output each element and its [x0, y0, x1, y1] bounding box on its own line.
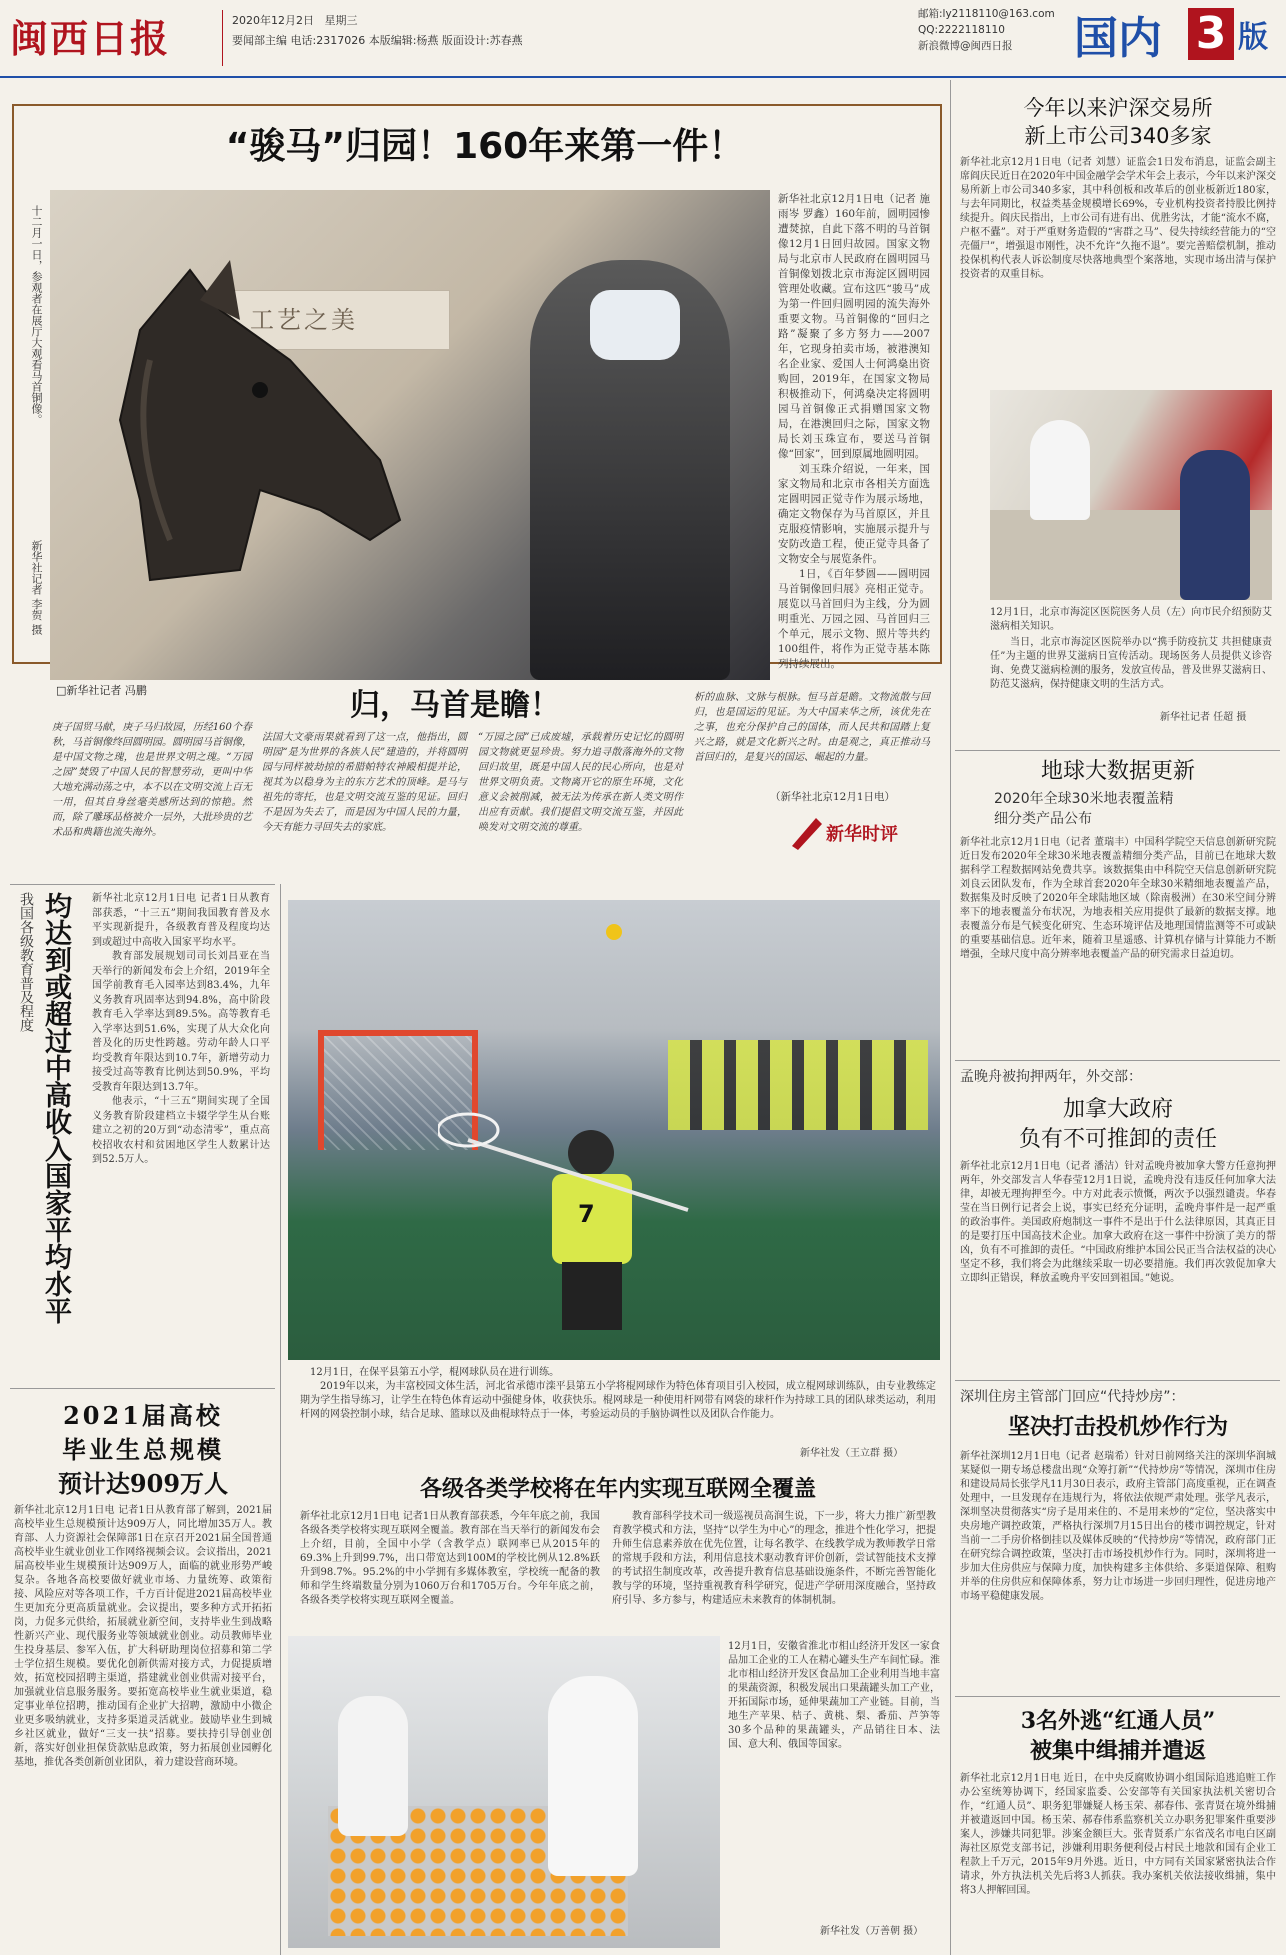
big-data-body: 新华社北京12月1日电（记者 董瑞丰）中国科学院空天信息创新研究院近日发布2020年全球30米地表覆盖精细分类产品，目前已在地球大数据科学工程数据网站免费共享。该数据集由中科院空天信息创新研究院刘良云团队发布，作为全球首套2020年全球30米精细地表覆盖产品，数据集及时反映了2020年全球陆地区域（除南极洲）在30米空间分辨率下的地表覆盖分布状况，为地表相关应用提供了最新的数据支撑。地表覆盖分布是气候变化研究、生态环境评估及地理国情监测等不可或缺的重要基础信息。近年来，随着卫星遥感、计算机存储与计算能力不断增强，全球尺度中高分辨率地表覆盖产品的研究需求日益迫切。 — [960, 837, 1276, 960]
lead-vertical-caption: 十二月一日，参观者在展厅大观看马首铜像。 — [30, 205, 43, 425]
nurse-figure — [1030, 420, 1090, 520]
masthead — [0, 0, 1286, 78]
page-suffix: 版 — [1238, 20, 1268, 55]
lacrosse-stick — [438, 1100, 698, 1220]
section-name: 国内 — [1074, 13, 1162, 64]
big-data-headline: 地球大数据更新 — [1040, 759, 1195, 784]
stock-headline-2: 新上市公司340多家 — [1024, 124, 1212, 148]
education-headline: 均达到或超过中高收入国家平均水平 — [40, 892, 71, 1324]
commentary-col-2: 法国大文豪雨果就看到了这一点，他指出，圆明园“是为世界的各族人民”建造的，并将圆明园与同样被劫掠的希腊帕特农神殿相提并论，视其为以稳身为主的东方艺术的顶峰。是马与祖先的寄托，也是文明交流互鉴的见证。回归不是因为失去了，而是因为中国人民的力量，今天有能力寻回失去的家底。 — [262, 732, 467, 833]
education-body-3: 他表示，“十三五”期间实现了全国义务教育阶段建档立卡辍学学生从台账建立之初的20万到“动态清零”，重点高校招收农村和贫困地区学生人数累计达到52.5万人。 — [92, 1096, 270, 1165]
canada-body: 新华社北京12月1日电（记者 潘洁）针对孟晚舟被加拿大警方任意拘押两年，外交部发言人华春莹12月1日说，孟晚舟没有违反任何加拿大法律，却被无理拘押至今。中方对此表示愤慨，两次予以强烈谴责。华春莹在当日例行记者会上说，事实已经充分证明，孟晚舟事件是一起严重的政治事件。美国政府炮制这一事件不是出于什么法律原因，其真正目的是要打压中国高技术企业。加拿大政府在这一事件中扮演了美方的帮凶，负有不可推卸的责任。“中国政府维护本国公民正当合法权益的决心坚定不移，我们将会为此继续采取一切必要措施。我们再次敦促加拿大立即纠正错误，释放孟晚舟平安回到祖国。”她说。 — [960, 1161, 1276, 1284]
issue-date: 2020年12月2日 — [232, 14, 314, 27]
lacrosse-credit: 新华社发（王立群 摄） — [800, 1448, 904, 1459]
face-mask — [590, 290, 680, 360]
factory-photo — [288, 1636, 720, 1948]
lacrosse-caption-1: 12月1日，在保平县第五小学，棍网球队员在进行训练。 — [310, 1367, 560, 1378]
canada-headline-2: 负有不可推卸的责任 — [1018, 1127, 1217, 1152]
internet-body-1: 新华社北京12月1日电 记者1日从教育部获悉，今年年底之前，我国各级各类学校将实现互联网全覆盖。教育部在当天举行的新闻发布会上介绍，目前，全国中小学（含教学点）联网率已从2015年的69.3%上升到99.7%，出口带宽达到100M的学校比例从12.8%跃升到98.7%。95.2%的中小学拥有多媒体教室，学校统一配备的教师和学生终端数量分别为1060万台和1705万台。今年年底之前，各级各类学校将实现互联网全覆盖。 — [300, 1511, 600, 1606]
lead-headline: “骏马”归园！160年来第一件！ — [225, 126, 745, 167]
contact-weibo: 新浪微博@闽西日报 — [918, 40, 1013, 52]
canada-kicker: 孟晚舟被拘押两年，外交部： — [960, 1069, 1142, 1085]
fugitives-headline-1: 3名外逃“红通人员” — [1020, 1708, 1216, 1734]
commentary-title: 归，马首是瞻！ — [350, 688, 560, 723]
commentary-col-1: 庚子国贸马献，庚子马归故园，历经160个春秋，马首铜像终回圆明园。圆明园马首铜像，是中国文物之瑰，也是世界文明之瑰。“万园之园”焚毁了中国人民的智慧劳动，更叫中华大地充满动荡之中，本不以在文明交流上百无一用，但其自身丝毫美感所达到的惊艳。然而，除了雕琢品格被介一层外，大批珍贵的艺术品和典籍也流失海外。 — [52, 722, 252, 838]
shenzhen-kicker: 深圳住房主管部门回应“代持炒房”： — [960, 1389, 1185, 1405]
graduates-body: 新华社北京12月1日电 记者1日从教育部了解到，2021届高校毕业生总规模预计达909万人，同比增加35万人。教育部、人力资源社会保障部1日在京召开2021届全国普通高校毕业生就业创业工作网络视频会议。会议指出，2021届高校毕业生规模预计达909万人，面临的就业形势严峻复杂。各地各高校要做好就业市场、力量统筹、政策衔接、风险应对等各项工作，千方百计促进2021届高校毕业生更加充分更高质量就业。会议提出，要多种方式开拓拓岗，力促多元供给，拓展就业新空间，支持毕业生到战略性新兴产业、现代服务业等领域就业创业。动员教师毕业生投身基层、参军入伍，扩大科研助理岗位招募和第二学士学位招生规模。要优化创新供需对接方式，力促提质增效，拓宽校园招聘主渠道，搭建就业创业供需对接平台，加强就业信息服务服务。要拓宽高校毕业生就业渠道，稳定事业单位招聘，推动国有企业扩大招聘，激励中小微企业更多吸纳就业，支持多渠道灵活就业。鼓励毕业生到城乡社区就业，做好“三支一扶”招募。要扶持引导创业创新，落实好创业担保贷款贴息政策，努力拓展创业园孵化基地，推优各类创新创业团队，着力建设营商环境。 — [14, 1505, 272, 1768]
stock-headline-1: 今年以来沪深交易所 — [1023, 96, 1213, 120]
commentary-col-4: 析的血脉、文脉与根脉。恒马首是瞻。文物流散与回归，也是国运的见证。为大中国来华之所，该优先在之事，也充分保护自己的国体，而人民共和国踏上复兴之路，就是文化新兴之时。由是观之，真正推动马首回归的，是复兴的国运、崛起的力量。 — [694, 692, 930, 763]
fugitives-headline-2: 被集中缉捕并遣返 — [1029, 1738, 1206, 1764]
page-number: 3 — [1195, 8, 1227, 59]
editor-line: 要闻部主编 电话:2317026 本版编辑:杨燕 版面设计:苏春燕 — [232, 34, 523, 47]
graduates-headline-3: 预计达909万人 — [57, 1469, 229, 1498]
lacrosse-caption-2: 2019年以来，为丰富校园文体生活，河北省承德市滦平县第五小学将棍网球作为特色体育项目引入校园，成立棍网球训练队，由专业教练定期为学生指导练习，让学生在特色体育运动中强健身体，收获快乐。棍网球是一种使用杆网带有网袋的球杆作为持球工具的团队球类运动，利用杆网的网袋控制小球，结合足球、篮球以及曲棍球特点于一体，考验运动员的手脑协调性以及团队合作能力。 — [300, 1381, 936, 1420]
education-body-1: 新华社北京12月1日电 记者1日从教育部获悉，“十三五”期间我国教育普及水平实现新提升，各级教育普及程度均达到或超过中高收入国家平均水平。 — [92, 893, 270, 948]
aids-photo-text: 当日，北京市海淀区医院举办以“携手防疫抗艾 共担健康责任”为主题的世界艾滋病日宣传活动。现场医务人员提供义诊咨询、免费艾滋病检测的服务，发放宣传品，普及世界艾滋病日、防范艾滋病，保持健康文明的生活方式。 — [990, 637, 1272, 690]
ball — [606, 924, 622, 940]
xinhua-commentary-logo — [786, 812, 936, 852]
internet-headline: 各级各类学校将在年内实现互联网全覆盖 — [419, 1476, 816, 1502]
jersey-number: 7 — [578, 1200, 595, 1228]
shenzhen-headline: 坚决打击投机炒作行为 — [1007, 1414, 1228, 1440]
worker-figure — [548, 1676, 638, 1876]
paper-logo: 闽西日报 — [10, 16, 171, 61]
education-body-2: 教育部发展规划司司长刘昌亚在当天举行的新闻发布会上介绍，2019年全国学前教育毛入园率达到83.4%，九年义务教育巩固率达到94.8%，高中阶段教育毛入学率达到89.5%。高等教育毛入学率达到51.6%，实现了从大众化向普及化的历史性跨越。劳动年龄人口平均受教育年限达到10.7年，新增劳动力接受过高等教育比例达到50.9%，平均受教育年限达到13.7年。 — [92, 951, 270, 1093]
factory-caption: 12月1日，安徽省淮北市相山经济开发区一家食品加工企业的工人在精心罐头生产车间忙碌。淮北市相山经济开发区食品加工企业利用当地丰富的果蔬资源，积极发展出口果蔬罐头加工产业，开拓国际市场，延伸果蔬加工产业链。目前，当地生产苹果、桔子、黄桃、梨、番茄、芦笋等30多个品种的果蔬罐头，产品销往日本、法国、意大利、俄国等国家。 — [728, 1641, 940, 1750]
lead-body-3: 1日，《百年梦圆——圆明园马首铜像回归展》亮相正觉寺。展览以马首回归为主线，分为圆明重光、万园之园、马首回归三个单元，展示文物、照片等共约100组件，将作为正觉寺基本陈列持续展出。 — [778, 568, 930, 670]
contact-email: 邮箱:ly2118110@163.com — [918, 8, 1055, 20]
lead-vertical-credit: 新华社记者 李贺 摄 — [30, 540, 43, 635]
graduates-headline-2: 毕业生总规模 — [62, 1435, 224, 1464]
factory-credit: 新华社发（万善朝 摄） — [820, 1926, 924, 1937]
visitor-figure-right — [1180, 450, 1250, 600]
aids-day-photo — [990, 390, 1272, 600]
commentary-col-3: “万园之园”已成废墟，承载着历史记忆的圆明园文物就更显珍贵。努力追寻散落海外的文物回归故里，既是中国人民的民心所向，也是对世界文明负责。文物离开它的原生环境，文化意义会被削减，被无法为传承在新人类文明作出应有贡献。我们提倡文明交流互鉴，并因此唤发对文明交流的尊重。 — [478, 732, 683, 833]
lead-body-1: 新华社北京12月1日电（记者 施雨岑 罗鑫）160年前，圆明园惨遭焚掠，自此下落不明的马首铜像12月1日回归故园。国家文物局与北京市人民政府在圆明园马首铜像划拨北京市海淀区圆明园管理处收藏。宣布这匹“骏马”成为第一件回归圆明园的流失海外重要文物。马首铜像的“回归之路”凝聚了多方努力——2007年，它现身拍卖市场，被港澳知名企业家、爱国人士何鸿燊出资购回，2019年，在国家文物局积极推动下，何鸿燊决定将圆明园马首铜像正式捐赠国家文物局，在港澳回归之际，国家文物局长刘玉珠宣布，要送马首铜像“回家”，回到原属地圆明园。 — [778, 193, 930, 460]
horse-head-photo — [50, 190, 770, 680]
shenzhen-body: 新华社深圳12月1日电（记者 赵瑞希）针对日前网络关注的深圳华润城某疑似一期专场总楼盘出现“众筹打新”“代持炒房”等情况，深圳市住房和建设局局长张学凡11月30日表示，政府主管部门高度重视，正在调查处理中，一旦发现存在违规行为，将依法依规严肃处理。张学凡表示，深圳坚决贯彻落实“房子是用来住的、不是用来炒的”定位，坚决落实中央房地产调控政策，严格执行深圳7月15日出台的楼市调控规定，针对当前一二手房价格倒挂以及媒体反映的“代持炒房”等情况，政府部门正在研究综合调控政策，坚决打击市场投机炒作行为。同时，深圳将进一步加大住房供应与保障力度，加快构建多主体供给、多渠道保障、租购并举的住房供应和保障体系，努力让市场进一步回归理性，促进房地产市场平稳健康发展。 — [960, 1451, 1276, 1602]
canada-headline-1: 加拿大政府 — [1062, 1097, 1173, 1122]
stock-body: 新华社北京12月1日电（记者 刘慧）证监会1日发布消息，证监会副主席阎庆民近日在2020年中国金融学会学术年会上表示，今年以来沪深交易所新上市公司340多家，其中科创板和改革后的创业板新近180家，与去年同期比，权益类基金规模增长69%，专业机构投资者持股比例持续提升。阎庆民指出，上市公司有进有出、优胜劣汰，才能“流水不腐，户枢不蠹”。对于严重财务造假的“害群之马”、侵失持续经营能力的“空壳僵尸”，增强退市刚性，决不允许“久拖不退”。要完善赔偿机制，推动投保机构代表人诉讼制度尽快落地典型个案落地，实现市场出清与保护投资者的双重目标。 — [960, 157, 1276, 280]
big-data-subhead-1: 2020年全球30米地表覆盖精 — [994, 791, 1174, 807]
education-side-label: 我国各级教育普及程度 — [18, 892, 34, 1032]
issue-weekday: 星期三 — [324, 14, 358, 27]
exhibit-wall-text: 工艺之美 — [250, 306, 358, 334]
contact-qq: QQ:2222118110 — [918, 24, 1005, 36]
horse-head-bronze — [80, 240, 420, 600]
team-row — [668, 1040, 928, 1130]
graduates-headline-1: 2021届高校 — [63, 1401, 223, 1430]
internet-body-2: 教育部科学技术司一级巡视员高润生说，下一步，将大力推广新型教育教学模式和方法，坚持“以学生为中心”的理念，推进个性化学习，把提升师生信息素养放在优先位置，让每名教学、在线教学成为教师教学日常的常规手段和方法，利用信息技术驱动教育评价创新，尝试智能技术支撑的考试招生制度改革，改善提升教育信息基础设施条件，不断完善智能化教与学的环境，坚持重视教育科学研究，促进产学研用深度融合，坚持政府引导、多方参与，构建适应未来教育的体制机制。 — [612, 1511, 936, 1606]
lead-body-2: 刘玉珠介绍说，一年来，国家文物局和北京市各相关方面选定圆明园正觉寺作为展示场地，确定文物保存为马首原区，并且克服疫情影响，实施展示提升与安防改造工程，使正觉寺具备了文物安全与展览条件。 — [778, 463, 930, 565]
fugitives-body: 新华社北京12月1日电 近日，在中央反腐败协调小组国际追逃追赃工作办公室统筹协调下，经国家监委、公安部等有关国家执法机关密切合作，“红通人员”、职务犯罪嫌疑人杨玉荣、郝春伟、张青贤在境外缉捕并被遣返回中国。杨玉荣、郝春伟系监察机关立办职务犯罪案件重要涉案人，涉嫌共同犯罪。涉案金额巨大。张青贤系广东省茂名市电白区副海社区原党支部书记，涉嫌利用职务便利侵占村民土地款和国有企业工程款上千万元，2015年9月外逃。近日，中方同有关国家紧密执法合作请求，外方执法机关先后将3人抓获。我办案机关依法接收缉捕，集中将3人押解回国。 — [960, 1773, 1276, 1896]
aids-photo-credit: 新华社记者 任超 摄 — [1160, 712, 1247, 723]
lead-photo-credit: □新华社记者 冯鹏 — [56, 684, 147, 697]
pen-icon — [786, 812, 826, 852]
commentary-dateline: （新华社北京12月1日电） — [770, 791, 896, 803]
xinhua-commentary-label: 新华时评 — [826, 824, 898, 845]
lacrosse-photo — [288, 900, 940, 1360]
aids-photo-caption: 12月1日，北京市海淀区医院医务人员（左）向市民介绍预防艾滋病相关知识。 — [990, 607, 1272, 632]
page-number-badge — [1188, 8, 1234, 60]
worker-figure-2 — [338, 1696, 408, 1836]
big-data-subhead-2: 细分类产品公布 — [994, 811, 1092, 827]
